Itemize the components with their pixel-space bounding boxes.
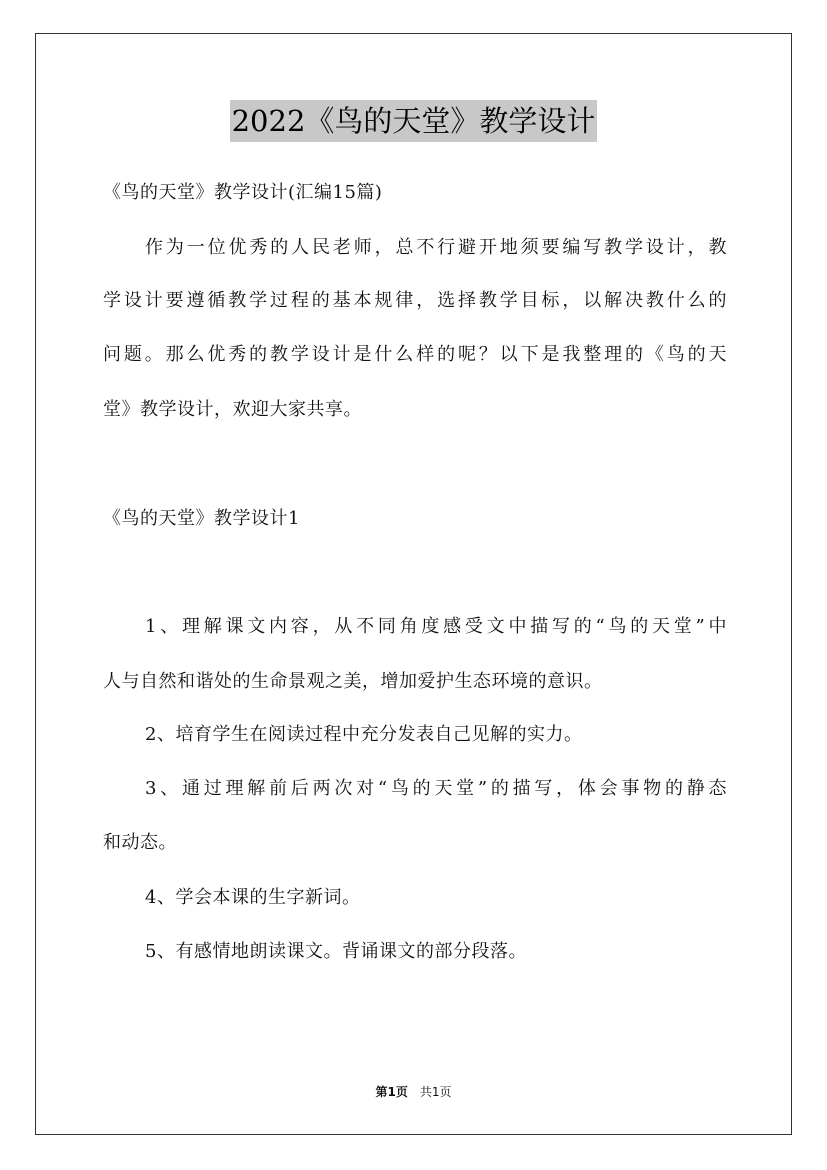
document-subtitle: 《鸟的天堂》教学设计(汇编15篇) [103, 182, 383, 203]
objective-line-4: 3、通过理解前后两次对“鸟的天堂”的描写，体会事物的静态 [145, 778, 727, 799]
objective-line-6: 4、学会本课的生字新词。 [145, 887, 361, 908]
intro-line-4: 堂》教学设计，欢迎大家共享。 [103, 399, 362, 420]
document-title: 2022《鸟的天堂》教学设计 [230, 100, 598, 142]
intro-line-1: 作为一位优秀的人民老师，总不行避开地须要编写教学设计，教 [145, 237, 727, 258]
intro-line-3: 问题。那么优秀的教学设计是什么样的呢？以下是我整理的《鸟的天 [103, 344, 727, 365]
intro-line-2: 学设计要遵循教学过程的基本规律，选择教学目标，以解决教什么的 [103, 290, 727, 311]
objective-line-7: 5、有感情地朗读课文。背诵课文的部分段落。 [145, 941, 527, 962]
page-total: 共1页 [419, 1085, 452, 1099]
title-container [0, 100, 827, 142]
page-footer [0, 1084, 827, 1100]
objective-line-1: 1、理解课文内容，从不同角度感受文中描写的“鸟的天堂”中 [145, 616, 727, 637]
objective-line-5: 和动态。 [103, 832, 177, 853]
objective-line-2: 人与自然和谐处的生命景观之美，增加爱护生态环境的意识。 [103, 671, 603, 692]
section-heading: 《鸟的天堂》教学设计1 [103, 508, 300, 529]
objective-line-3: 2、培育学生在阅读过程中充分发表自己见解的实力。 [145, 724, 583, 745]
page-number: 第1页 [375, 1085, 408, 1099]
